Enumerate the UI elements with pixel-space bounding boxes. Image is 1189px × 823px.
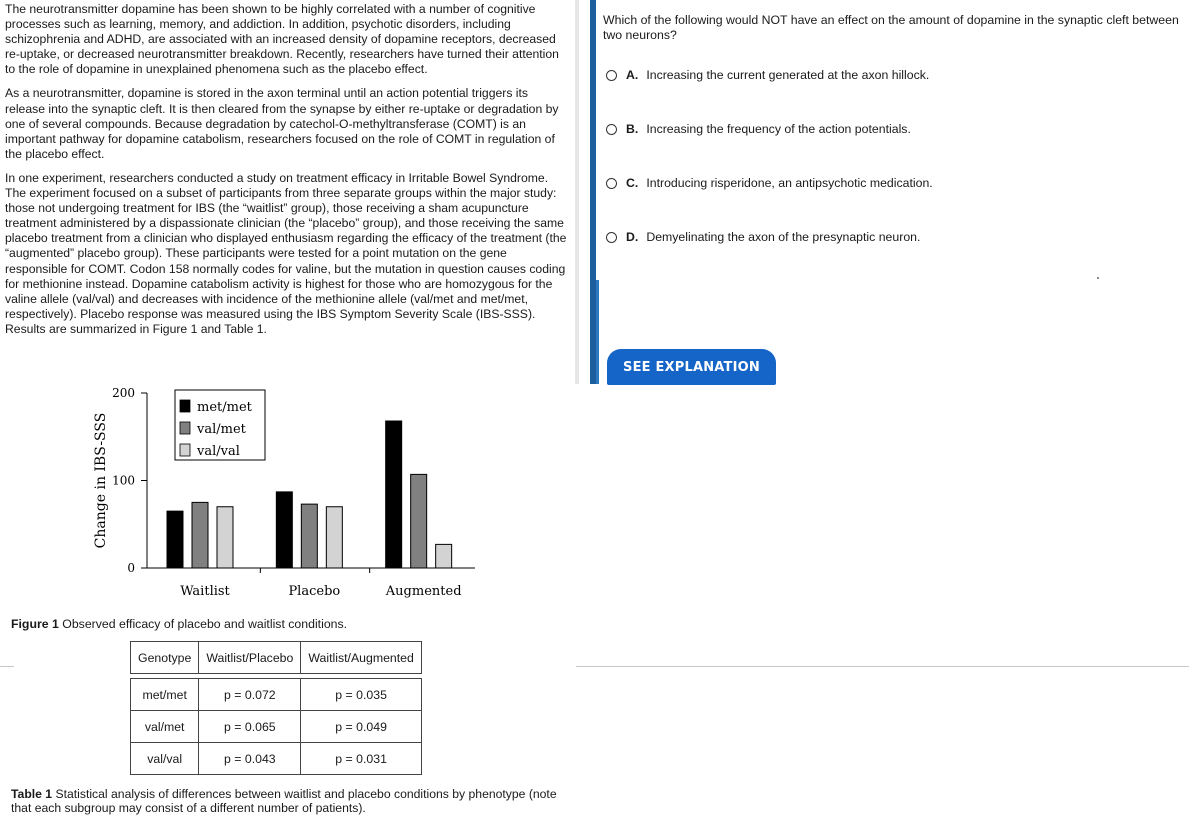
bar-met-met — [276, 492, 292, 568]
legend-swatch — [180, 400, 190, 412]
option-text: Increasing the frequency of the action potentials. — [646, 122, 911, 136]
figure-1-bar-chart — [85, 380, 485, 610]
table-caption — [11, 787, 571, 816]
table-cell: p = 0.043 — [199, 743, 301, 775]
divider-right — [576, 666, 1189, 667]
bar-met-met — [167, 511, 183, 568]
y-tick-label: 200 — [112, 386, 135, 400]
figure-caption-label: Figure 1 — [11, 617, 59, 631]
y-tick-label: 100 — [112, 473, 135, 488]
table-row — [131, 711, 422, 743]
y-tick-label: 0 — [127, 561, 135, 575]
radio-button-icon[interactable] — [606, 232, 617, 243]
legend-label: met/met — [197, 400, 252, 415]
passage-paragraph-1: The neurotransmitter dopamine has been shown to be highly correlated with a number of cognitive processes such as learning, memory, and addiction. In addition, psychotic disorders, including schizophrenia and ADHD, are associated with an increased density of dopamine receptors, decreased re-uptake, or decreased neurotransmitter breakdown. Recently, researchers have turned their attention to the role of dopamine in unexplained phenomena such as the placebo effect. — [5, 2, 559, 77]
table-header: Waitlist/Placebo — [199, 642, 301, 674]
table-1 — [130, 641, 422, 775]
table-caption-label: Table 1 — [11, 787, 53, 801]
stray-dot — [1097, 277, 1099, 279]
bar-val-met — [301, 504, 317, 568]
bar-val-val — [217, 507, 233, 568]
table-row — [131, 743, 422, 775]
table-caption-text: Statistical analysis of differences between waitlist and placebo conditions by phenotype (note that each subgroup may consist of a different number of patients). — [11, 787, 557, 816]
figure-caption-text: Observed efficacy of placebo and waitlist conditions. — [58, 617, 348, 631]
table-cell: val/val — [131, 743, 199, 775]
table-cell: p = 0.031 — [301, 743, 421, 775]
option-letter: A. — [626, 68, 639, 82]
legend-swatch — [180, 444, 190, 456]
answer-option-a[interactable] — [606, 68, 929, 82]
x-tick-label: Augmented — [385, 584, 462, 599]
option-text: Demyelinating the axon of the presynaptic neuron. — [646, 230, 921, 244]
legend-label: val/met — [197, 422, 246, 437]
passage-paragraph-3: In one experiment, researchers conducted a study on treatment efficacy in Irritable Bowel Syndrome. The experiment focused on a subset of participants from three separate groups within the major study: those not undergoing treatment for IBS (the “waitlist” group), those receiving a sham acupuncture treatment administered by a dispassionate clinician (the “placebo” group), and those receiving the same placebo treatment from a clinician who displayed enthusiasm regarding the efficacy of the treatment (the “augmented” placebo group). These participants were tested for a point mutation on the gene responsible for COMT. Codon 158 normally codes for valine, but the mutation in question causes coding for methionine instead. Dopamine catabolism activity is highest for those who are homozygous for the valine allele (val/val) and decreases with incidence of the methionine allele (val/met and met/met, respectively). Placebo response was measured using the IBS Symptom Severity Scale (IBS-SSS). Results are summarized in Figure 1 and Table 1. — [5, 170, 567, 336]
answer-option-d[interactable] — [606, 230, 920, 244]
table-cell: met/met — [131, 679, 199, 711]
bar-val-val — [326, 507, 342, 568]
option-letter: B. — [626, 122, 639, 136]
pane-divider — [575, 0, 579, 384]
table-cell: p = 0.035 — [301, 679, 421, 711]
divider-left — [0, 666, 14, 667]
option-text: Introducing risperidone, an antipsychotic medication. — [646, 176, 933, 190]
x-tick-label: Placebo — [288, 584, 341, 599]
answer-option-c[interactable] — [606, 176, 933, 190]
table-header: Waitlist/Augmented — [301, 642, 421, 674]
y-axis-title: Change in IBS-SSS — [93, 412, 109, 549]
bar-val-met — [192, 502, 208, 568]
bar-val-met — [411, 474, 427, 568]
legend-label: val/val — [197, 444, 240, 459]
bar-val-val — [436, 544, 452, 568]
radio-button-icon[interactable] — [606, 178, 617, 189]
table-header: Genotype — [131, 642, 199, 674]
option-letter: D. — [626, 230, 639, 244]
table-cell: p = 0.065 — [199, 711, 301, 743]
question-stem: Which of the following would NOT have an effect on the amount of dopamine in the synaptic cleft between two neurons? — [603, 13, 1179, 43]
table-row — [131, 679, 422, 711]
radio-button-icon[interactable] — [606, 124, 617, 135]
table-header-row — [131, 642, 422, 674]
table-cell: val/met — [131, 711, 199, 743]
x-tick-label: Waitlist — [180, 584, 230, 599]
legend-swatch — [180, 422, 190, 434]
option-letter: C. — [626, 176, 639, 190]
see-explanation-button[interactable]: SEE EXPLANATION — [607, 349, 776, 385]
passage — [5, 2, 567, 346]
figure-caption — [11, 617, 347, 631]
table-cell: p = 0.049 — [301, 711, 421, 743]
question-accent-bar-lower — [596, 280, 599, 384]
option-text: Increasing the current generated at the axon hillock. — [646, 68, 930, 82]
table-cell: p = 0.072 — [199, 679, 301, 711]
answer-option-b[interactable] — [606, 122, 911, 136]
bar-met-met — [386, 421, 402, 568]
passage-paragraph-2: As a neurotransmitter, dopamine is stored in the axon terminal until an action potential triggers its release into the synaptic cleft. It is then cleared from the synapse by either re-uptake or degradation by one of several compounds. Because degradation by catechol-O-methyltransferase (COMT) is an important pathway for dopamine catabolism, researchers focused on the role of COMT in regulation of the placebo effect. — [5, 86, 559, 161]
radio-button-icon[interactable] — [606, 70, 617, 81]
